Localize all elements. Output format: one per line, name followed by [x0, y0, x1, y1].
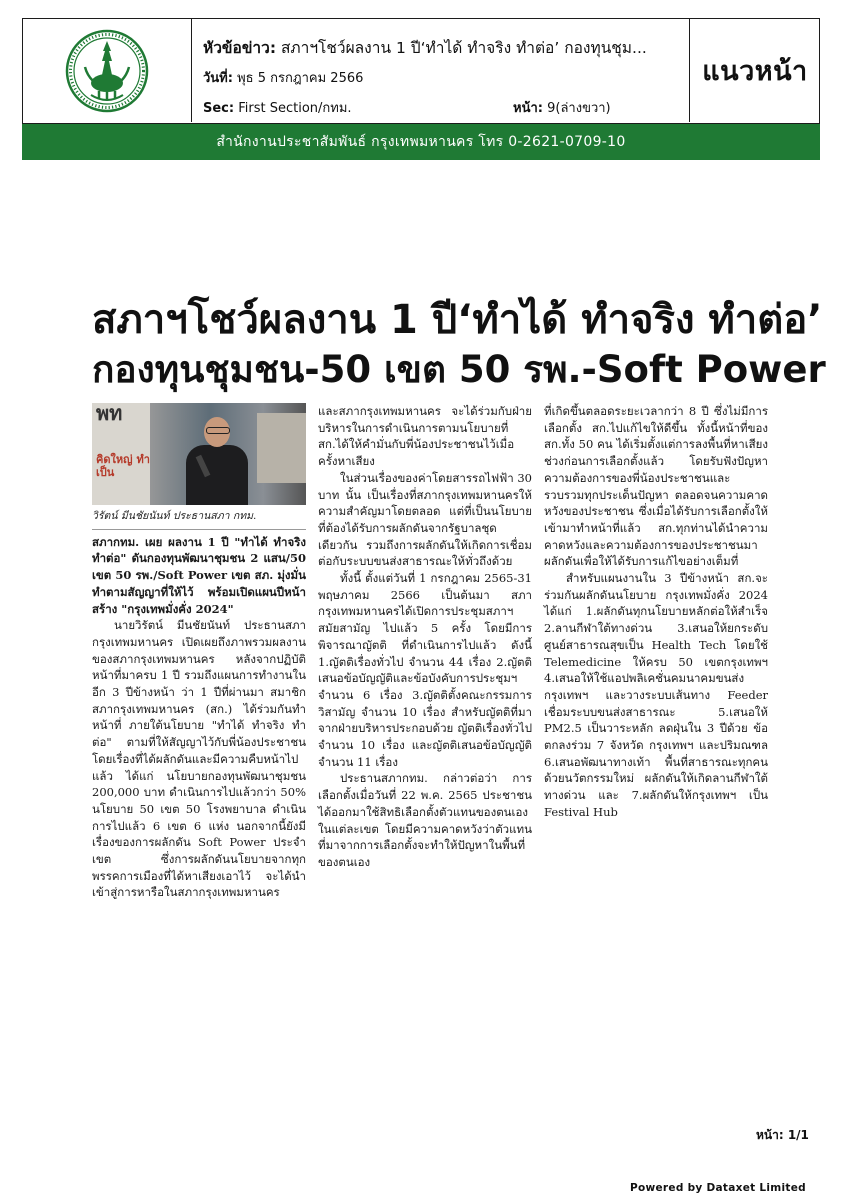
- photo-speaker-figure: [182, 411, 252, 505]
- bma-logo-cell: [23, 19, 192, 122]
- article-paragraph: และสภากรุงเทพมหานคร จะได้ร่วมกับฝ่ายบริหารในการดำเนินการตามนโยบายที่ สก.ได้ให้คำมั่นกับพี่น้องประชาชนไว้เมื่อครั้งหาเสียง: [318, 404, 532, 469]
- photo-background: [257, 413, 306, 483]
- page-value: 9(ล่างขวา): [547, 101, 611, 116]
- office-contact-bar: สำนักงานประชาสัมพันธ์ กรุงเทพมหานคร โทร 0-2621-0709-10: [22, 124, 820, 160]
- headline-line-2: กองทุนชุมชน-50 เขต 50 รพ.-Soft Power: [92, 348, 826, 391]
- section-meta: [203, 97, 352, 118]
- section-value: First Section/กทม.: [238, 101, 352, 116]
- section-label: Sec:: [203, 101, 235, 116]
- metadata-cell: [193, 19, 688, 122]
- page-label: หน้า:: [513, 101, 543, 116]
- page-meta: [513, 97, 611, 118]
- clipping-header: [22, 18, 820, 124]
- date-label: วันที่:: [203, 71, 233, 86]
- headline-label: หัวข้อข่าว:: [203, 39, 277, 57]
- page-count: หน้า: 1/1: [756, 1128, 809, 1142]
- article-paragraph: สำหรับแผนงานใน 3 ปีข้างหน้า สก.จะร่วมกันผลักดันนโยบาย กรุงเทพมั่งคั่ง 2024 ได้แก่ 1.ผลักดันทุกนโยบายหลักต่อให้สำเร็จ 2.ลานกีฬาใต้ทางด่วน 3.เสนอให้ยกระดับศูนย์สาธารณสุขเป็น Health Tech โดยใช้ Telemedicine ให้ครบ 50 เขตกรุงเทพฯ 4.เสนอให้ใช้แอปพลิเคชั่นคมนาคมขนส่งกรุงเทพฯ และวางระบบเส้นทาง Feeder เชื่อมระบบขนส่งสาธารณะ 5.เสนอให้ PM2.5 เป็นวาระหลัก ลดฝุ่นใน 3 ปีด้วย ข้อตกลงร่วม 7 จังหวัด กรุงเทพฯ และปริมณฑล 6.เสนอพัฒนาทางเท้า พื้นที่สาธารณะทุกคนด้วยนวัตกรรมใหม่ ผลักดันให้เกิดลานกีฬาใต้ทางด่วน และ 7.ผลักดันให้กรุงเทพฯ เป็น Festival Hub: [544, 571, 768, 819]
- date-meta: [203, 67, 363, 88]
- article-paragraph: ประธานสภากทม. กล่าวต่อว่า การเลือกตั้งเมื่อวันที่ 22 พ.ค. 2565 ประชาชนได้ออกมาใช้สิทธิเลือกตั้งตัวแทนของตนเองในแต่ละเขต โดยมีความคาดหวังว่าตัวแทนที่มาจากการเลือกตั้งจะทำให้ปัญหาในพื้นที่ของตนเอง: [318, 771, 532, 869]
- article-photo: [92, 403, 306, 505]
- photo-backdrop-board: [92, 403, 150, 505]
- bma-seal-logo: [65, 29, 149, 113]
- article-lead: สภากทม. เผย ผลงาน 1 ปี "ทำได้ ทำจริง ทำต่อ" ดันกองทุนพัฒนาชุมชน 2 แสน/50 เขต 50 รพ./Soft Power เขต สภ. มุ่งมั่นทำตามสัญญาที่ให้ไว้ พร้อมเปิดแผนปีหน้าสร้าง "กรุงเทพมั่งคั่ง 2024": [92, 534, 306, 616]
- photo-board-text-1: พท: [96, 403, 123, 425]
- photo-caption: วิรัตน์ มีนชัยนันท์ ประธานสภา กทม.: [92, 505, 306, 530]
- article-paragraph: ในส่วนเรื่องของค่าโดยสารรถไฟฟ้า 30 บาท นั้น เป็นเรื่องที่สภากรุงเทพมหานครให้ความสำคัญมาโดยตลอด แต่ที่เป็นนโยบายที่ต้องได้รับการผลักดันจากรัฐบาลชุดเดียวกัน รวมถึงการผลักดันให้เกิดการเชื่อมต่อกับระบบขนส่งสาธารณะให้ทั่วถึงด้วย: [318, 470, 532, 569]
- article-column-2: [318, 403, 532, 871]
- photo-board-text-2: คิดใหญ่ ทำเป็น: [96, 453, 150, 479]
- date-value: พุธ 5 กรกฎาคม 2566: [237, 71, 364, 86]
- newspaper-name: แนวหน้า: [689, 19, 820, 122]
- headline-line-1: สภาฯโชว์ผลงาน 1 ปี‘ทำได้ ทำจริง ทำต่อ’: [92, 297, 823, 343]
- article-paragraph: นายวิรัตน์ มีนชัยนันท์ ประธานสภากรุงเทพมหานคร เปิดเผยถึงภาพรวมผลงานของสภากรุงเทพมหานคร หลังจากปฏิบัติหน้าที่มาครบ 1 ปี รวมถึงแผนการทำงานในอีก 3 ปีข้างหน้า ว่า 1 ปีที่ผ่านมา สมาชิกสภากรุงเทพมหานคร (สก.) ได้ร่วมกันทำหน้าที่ ภายใต้นโยบาย "ทำได้ ทำจริง ทำต่อ" ตามที่ให้สัญญาไว้กับพี่น้องประชาชนโดยเรื่องที่ได้ผลักดันและมีความคืบหน้าไปแล้ว ได้แก่ นโยบายกองทุนพัฒนาชุมชน 200,000 บาท ดำเนินการไปแล้วกว่า 50% นโยบาย 50 เขต 50 โรงพยาบาล ดำเนินการไปแล้ว 6 เขต 6 แห่ง นอกจากนี้ยังมีเรื่องของการผลักดัน Soft Power ประจำเขต ซึ่งการผลักดันนโยบายจากทุกพรรคการเมืองที่ได้หาเสียงเอาไว้ จะได้นำเข้าสู่การหารือในสภากรุงเทพมหานคร: [92, 618, 306, 900]
- article-column-1: [92, 403, 306, 901]
- powered-by: Powered by Dataxet Limited: [630, 1182, 806, 1194]
- headline-meta: [203, 35, 688, 60]
- article-paragraph: ที่เกิดขึ้นตลอดระยะเวลากว่า 8 ปี ซึ่งไม่มีการเลือกตั้ง สก.ไปแก้ไขให้ดีขึ้น ทั้งนี้หน้าที่ของ สก.ทั้ง 50 คน ได้เริ่มตั้งแต่การลงพื้นที่หาเสียงช่วงก่อนการเลือกตั้งแล้ว โดยรับฟังปัญหา ความต้องการของพี่น้องประชาชนและรวบรวมทุกประเด็นปัญหา ตลอดจนความคาดหวังของประชาชน ซึ่งเมื่อได้รับการเลือกตั้งให้เข้ามาทำหน้าที่แล้ว สก.ทุกท่านได้นำความคาดหวังและความต้องการของประชาชนมาผลักดันเพื่อให้ได้รับการแก้ไขอย่างเต็มที่: [544, 404, 768, 569]
- article-column-3: [544, 403, 768, 821]
- headline-value: สภาฯโชว์ผลงาน 1 ปี‘ทำได้ ทำจริง ทำต่อ’ กองทุนชุม...: [280, 39, 647, 57]
- article-headline: [92, 296, 826, 394]
- article-paragraph: ทั้งนี้ ตั้งแต่วันที่ 1 กรกฎาคม 2565-31 พฤษภาคม 2566 เป็นต้นมา สภากรุงเทพมหานครได้เปิดการประชุมสภาฯ สมัยสามัญ ไปแล้ว 5 ครั้ง โดยมีการพิจารณาญัตติ ที่ดำเนินการไปแล้ว ดังนี้ 1.ญัตติเรื่องทั่วไป จำนวน 44 เรื่อง 2.ญัตติเสนอข้อบัญญัติและข้อบังคับการประชุมฯ จำนวน 6 เรื่อง 3.ญัตติตั้งคณะกรรมการวิสามัญ จำนวน 10 เรื่อง สำหรับญัตติที่มาจากฝ่ายบริหารประกอบด้วย ญัตติเรื่องทั่วไป จำนวน 10 เรื่อง และญัตติเสนอข้อบัญญัติ จำนวน 11 เรื่อง: [318, 571, 532, 769]
